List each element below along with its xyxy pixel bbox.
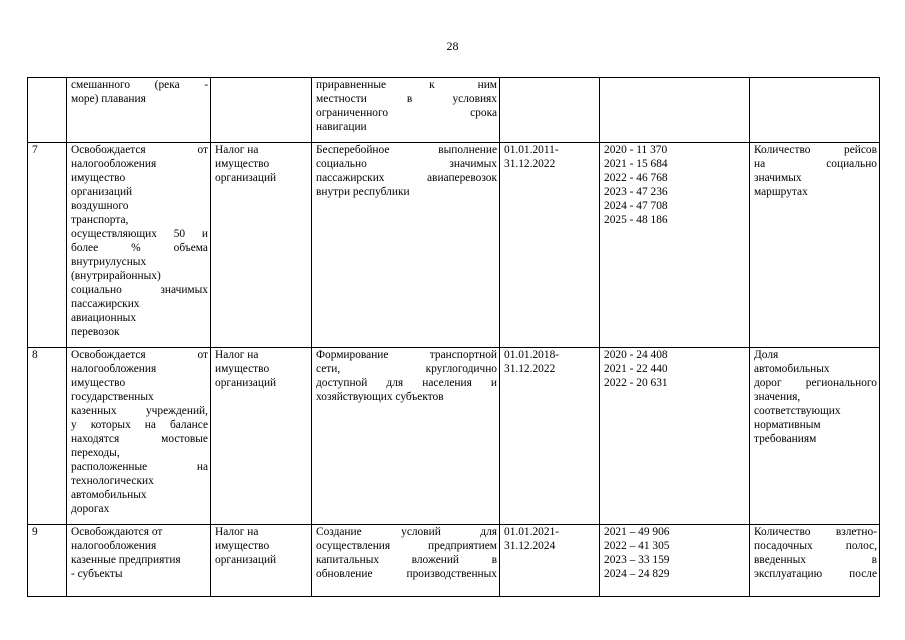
benefit-amounts <box>600 525 750 597</box>
validity-period-line: 31.12.2024 <box>504 540 556 552</box>
benefit-object <box>67 78 211 143</box>
performance-indicator-line: на социально <box>754 158 877 170</box>
benefit-object-line: перевозок <box>71 326 120 338</box>
row-number: 9 <box>28 525 67 597</box>
table-row <box>28 348 880 525</box>
benefit-amounts <box>600 348 750 525</box>
performance-indicator-line: посадочных полос, <box>754 540 877 552</box>
performance-indicator-line: дорог регионального <box>754 377 877 389</box>
benefit-object-line: дорогах <box>71 503 110 515</box>
performance-indicator-line: введенных в <box>754 554 877 566</box>
benefit-goal <box>312 143 500 348</box>
benefit-object-line: смешанного (река - <box>71 79 208 91</box>
benefit-amount-line: 2023 – 33 159 <box>604 554 670 566</box>
benefit-object-line: налогообложения <box>71 158 157 170</box>
row-number <box>28 78 67 143</box>
benefit-object-line: организаций <box>71 186 133 198</box>
benefit-goal-line: внутри республики <box>316 186 410 198</box>
validity-period-line: 01.01.2011- <box>504 144 559 156</box>
benefit-object-line: (внутрирайонных) <box>71 270 161 282</box>
benefit-object-line: имущество <box>71 172 126 184</box>
page-number: 28 <box>446 39 459 53</box>
benefit-goal-line: приравненные к ним <box>316 79 497 91</box>
benefit-object-line: переходы, <box>71 447 120 459</box>
benefit-amount-line: 2023 - 47 236 <box>604 186 668 198</box>
benefit-goal-line: осуществления предприятием <box>316 540 497 552</box>
benefit-object-line: внутриулусных <box>71 256 147 268</box>
benefit-object-line: у которых на балансе <box>71 419 208 431</box>
benefit-object-line: налогообложения <box>71 363 157 375</box>
benefit-object-line: Освобождаются от <box>71 526 163 538</box>
benefit-goal-line: ограниченного срока <box>316 107 497 119</box>
performance-indicator <box>750 525 880 597</box>
benefit-object-line: имущество <box>71 377 126 389</box>
benefit-object-line: - субъекты <box>71 568 123 580</box>
benefit-object-line: налогообложения <box>71 540 157 552</box>
benefit-object <box>67 143 211 348</box>
validity-period-line: 01.01.2021- <box>504 526 560 538</box>
benefit-object-line: море) плавания <box>71 93 146 105</box>
performance-indicator-line: Доля <box>754 349 779 361</box>
tax-type-line: организаций <box>215 377 277 389</box>
benefit-object-line: казенные предприятия <box>71 554 181 566</box>
performance-indicator <box>750 348 880 525</box>
benefit-goal-line: Формирование транспортной <box>316 349 497 361</box>
validity-period <box>500 525 600 597</box>
tax-type <box>211 78 312 143</box>
benefit-goal-line: сети, круглогодично <box>316 363 497 375</box>
benefit-goal-line: хозяйствующих субъектов <box>316 391 444 403</box>
benefit-object-line: Освобождается от <box>71 144 208 156</box>
benefit-goal-line: пассажирских авиаперевозок <box>316 172 497 184</box>
benefit-amount-line: 2022 - 20 631 <box>604 377 668 389</box>
tax-type <box>211 143 312 348</box>
tax-type-line: Налог на <box>215 526 259 538</box>
benefit-goal <box>312 348 500 525</box>
benefit-object-line: пассажирских <box>71 298 140 310</box>
tax-type-line: Налог на <box>215 349 259 361</box>
benefit-goal <box>312 78 500 143</box>
performance-indicator-line: требованиям <box>754 433 817 445</box>
benefit-goal <box>312 525 500 597</box>
performance-indicator-line: нормативным <box>754 419 821 431</box>
table-row <box>28 78 880 143</box>
benefit-object-line: осуществляющих 50 и <box>71 228 208 240</box>
table-row <box>28 525 880 597</box>
row-number: 7 <box>28 143 67 348</box>
tax-type-line: имущество <box>215 540 270 552</box>
performance-indicator-line: Количество взлетно- <box>754 526 877 538</box>
benefit-object-line: воздушного <box>71 200 129 212</box>
tax-type-line: организаций <box>215 554 277 566</box>
performance-indicator-line: значимых <box>754 172 802 184</box>
benefit-object-line: авиационных <box>71 312 137 324</box>
validity-period-line: 31.12.2022 <box>504 158 556 170</box>
table-body <box>28 78 880 597</box>
row-number: 8 <box>28 348 67 525</box>
benefit-amount-line: 2020 - 11 370 <box>604 144 668 156</box>
tax-type-line: Налог на <box>215 144 259 156</box>
performance-indicator <box>750 78 880 143</box>
performance-indicator-line: соответствующих <box>754 405 841 417</box>
benefit-amount-line: 2020 - 24 408 <box>604 349 668 361</box>
validity-period <box>500 78 600 143</box>
benefit-object-line: казенных учреждений, <box>71 405 208 417</box>
tax-type <box>211 348 312 525</box>
benefit-object-line: более % объема <box>71 242 208 254</box>
benefit-object <box>67 525 211 597</box>
benefit-goal-line: доступной для населения и <box>316 377 497 389</box>
benefit-object-line: технологических <box>71 475 154 487</box>
tax-type-line: имущество <box>215 158 270 170</box>
performance-indicator-line: значения, <box>754 391 801 403</box>
benefit-amounts <box>600 143 750 348</box>
benefit-goal-line: Создание условий для <box>316 526 497 538</box>
benefit-amount-line: 2025 - 48 186 <box>604 214 668 226</box>
benefit-amount-line: 2022 – 41 305 <box>604 540 670 552</box>
benefit-goal-line: Бесперебойное выполнение <box>316 144 497 156</box>
benefit-amounts <box>600 78 750 143</box>
benefit-goal-line: навигации <box>316 121 367 133</box>
benefit-goal-line: местности в условиях <box>316 93 497 105</box>
validity-period <box>500 348 600 525</box>
benefit-goal-line: капитальных вложений в <box>316 554 497 566</box>
benefit-amount-line: 2021 – 49 906 <box>604 526 670 538</box>
benefit-object-line: автомобильных <box>71 489 147 501</box>
tax-benefits-table <box>27 77 880 597</box>
tax-type-line: имущество <box>215 363 270 375</box>
performance-indicator-line: маршрутах <box>754 186 808 198</box>
benefit-object <box>67 348 211 525</box>
benefit-amount-line: 2022 - 46 768 <box>604 172 668 184</box>
validity-period-line: 31.12.2022 <box>504 363 556 375</box>
tax-type <box>211 525 312 597</box>
benefit-object-line: социально значимых <box>71 284 208 296</box>
benefit-amount-line: 2021 - 22 440 <box>604 363 668 375</box>
validity-period <box>500 143 600 348</box>
benefit-amount-line: 2024 – 24 829 <box>604 568 670 580</box>
benefit-object-line: государственных <box>71 391 154 403</box>
benefit-object-line: транспорта, <box>71 214 129 226</box>
benefit-object-line: Освобождается от <box>71 349 208 361</box>
table-row <box>28 143 880 348</box>
benefit-object-line: расположенные на <box>71 461 208 473</box>
performance-indicator-line: автомобильных <box>754 363 830 375</box>
validity-period-line: 01.01.2018- <box>504 349 560 361</box>
benefit-goal-line: обновление производственных <box>316 568 497 580</box>
benefit-amount-line: 2024 - 47 708 <box>604 200 668 212</box>
benefit-object-line: находятся мостовые <box>71 433 208 445</box>
performance-indicator-line: Количество рейсов <box>754 144 877 156</box>
benefit-goal-line: социально значимых <box>316 158 497 170</box>
tax-type-line: организаций <box>215 172 277 184</box>
performance-indicator <box>750 143 880 348</box>
performance-indicator-line: эксплуатацию после <box>754 568 877 580</box>
benefit-amount-line: 2021 - 15 684 <box>604 158 668 170</box>
